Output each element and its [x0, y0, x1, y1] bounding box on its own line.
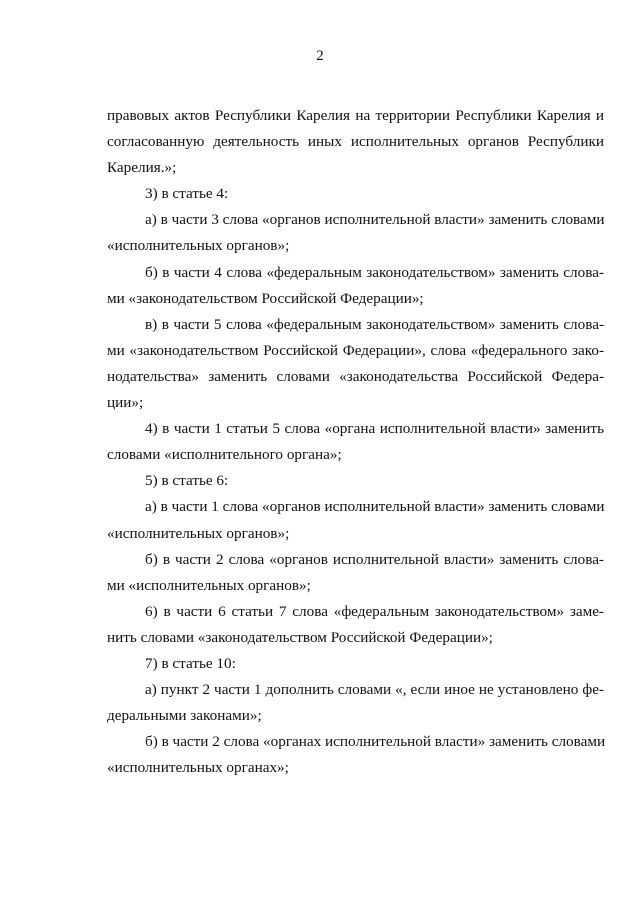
text-line: ми «законодательством Российской Федерации»; — [107, 289, 424, 307]
text-line: правовых актов Республики Карелия на территории Республики Карелия и — [107, 107, 604, 124]
text-line: б) в части 2 слова «органах исполнительной власти» заменить словами — [145, 733, 606, 751]
page-number: 2 — [316, 48, 324, 64]
text-line: в) в части 5 слова «федеральным законодательством» заменить слова- — [145, 315, 604, 333]
text-line: б) в части 2 слова «органов исполнительной власти» заменить слова- — [145, 550, 604, 568]
text-line: а) в части 3 слова «органов исполнительной власти» заменить словами — [145, 211, 605, 229]
text-line: «исполнительных органов»; — [107, 237, 290, 255]
text-line: ции»; — [107, 394, 144, 412]
text-line: 3) в статье 4: — [145, 185, 229, 203]
text-line: словами «исполнительного органа»; — [107, 446, 342, 464]
text-line: 7) в статье 10: — [145, 654, 236, 672]
text-line: 5) в статье 6: — [145, 472, 229, 490]
text-line: 4) в части 1 статьи 5 слова «органа исполнительной власти» заменить — [145, 420, 604, 438]
text-line: «исполнительных органах»; — [107, 759, 289, 777]
text-line: ми «исполнительных органов»; — [107, 576, 311, 594]
text-line: ми «законодательством Российской Федерации», слова «федерального зако- — [107, 341, 604, 359]
text-line: 6) в части 6 статьи 7 слова «федеральным законодательством» заме- — [145, 602, 604, 620]
text-line: а) пункт 2 части 1 дополнить словами «, если иное не установлено фе- — [145, 681, 604, 699]
text-line: Карелия.»; — [107, 159, 177, 177]
document-body — [107, 104, 604, 782]
text-line: б) в части 4 слова «федеральным законодательством» заменить слова- — [145, 263, 604, 281]
text-line: нить словами «законодательством Российской Федерации»; — [107, 628, 493, 646]
text-line: согласованную деятельность иных исполнительных органов Республики — [107, 133, 604, 151]
text-line: «исполнительных органов»; — [107, 524, 290, 542]
text-line: нодательства» заменить словами «законодательства Российской Федера- — [107, 367, 604, 385]
text-line: деральными законами»; — [107, 707, 262, 725]
text-line: а) в части 1 слова «органов исполнительной власти» заменить словами — [145, 498, 605, 516]
